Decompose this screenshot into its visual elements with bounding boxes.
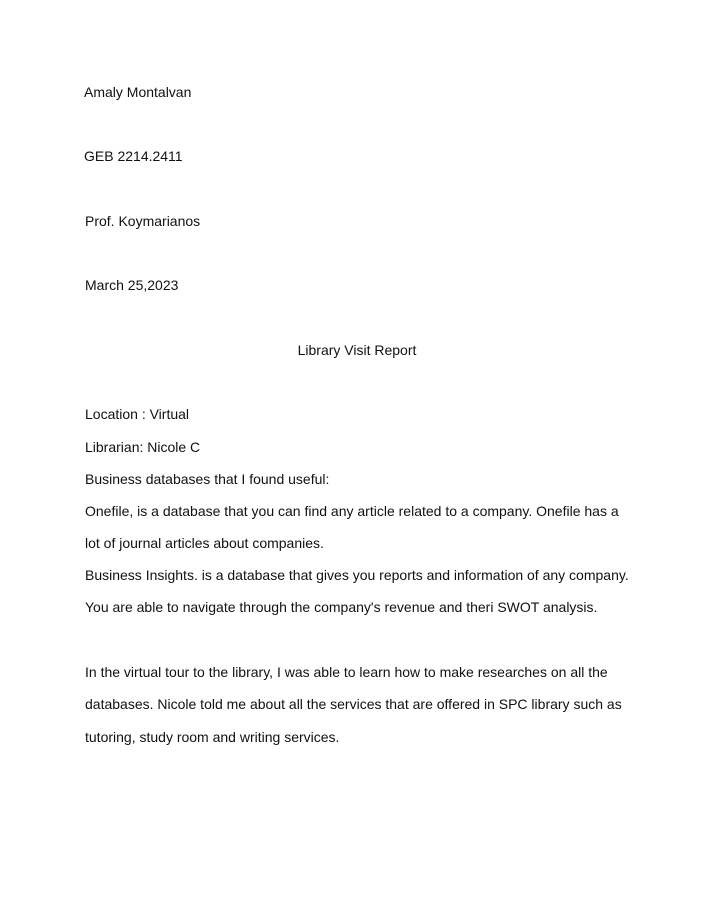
- location-line: Location : Virtual: [85, 406, 190, 422]
- onefile-paragraph-line-2: lot of journal articles about companies.: [85, 535, 324, 551]
- author-name: Amaly Montalvan: [84, 84, 192, 100]
- course-code: GEB 2214.2411: [84, 148, 183, 164]
- insights-paragraph-line-1: Business Insights. is a database that gives you reports and information of any company.: [85, 567, 629, 583]
- databases-intro: Business databases that I found useful:: [85, 471, 330, 487]
- report-title: Library Visit Report: [297, 342, 417, 358]
- librarian-line: Librarian: Nicole C: [85, 439, 201, 455]
- report-date: March 25,2023: [85, 277, 179, 293]
- tour-paragraph-line-3: tutoring, study room and writing services.: [85, 729, 340, 745]
- professor-name: Prof. Koymarianos: [85, 213, 201, 229]
- tour-paragraph-line-2: databases. Nicole told me about all the services that are offered in SPC library such as: [85, 696, 622, 712]
- insights-paragraph-line-2: You are able to navigate through the company's revenue and theri SWOT analysis.: [85, 599, 598, 615]
- onefile-paragraph-line-1: Onefile, is a database that you can find any article related to a company. Onefile has a: [85, 503, 619, 519]
- tour-paragraph-line-1: In the virtual tour to the library, I was able to learn how to make researches on all the: [85, 664, 608, 680]
